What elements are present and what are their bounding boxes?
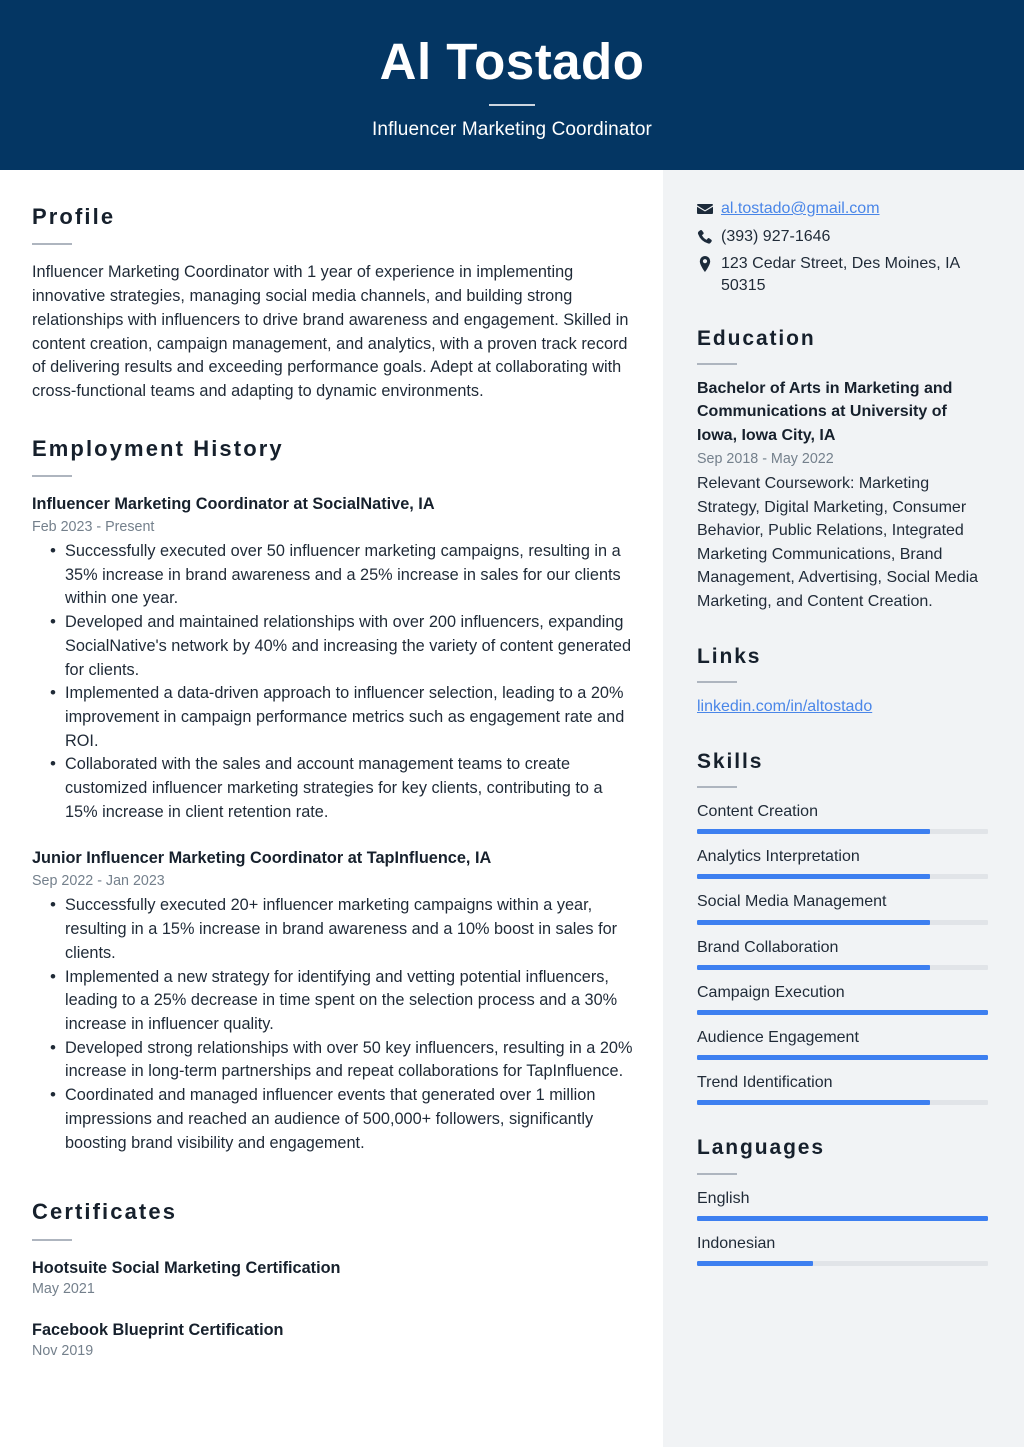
job-bullet: • Successfully executed 20+ influencer marketing campaigns within a year, resulting in a 15% increase in brand awareness and a 10% boost in sales for clients. [32, 894, 633, 965]
job-bullet: • Successfully executed over 50 influencer marketing campaigns, resulting in a 35% increase in brand awareness and a 25% increase in sales for our clients within one year. [32, 540, 633, 611]
skill-label: Brand Collaboration [697, 938, 839, 956]
language-item [697, 1232, 988, 1266]
page-title: Al Tostado [379, 32, 645, 90]
skill-item [697, 845, 988, 879]
education-description: Relevant Coursework: Marketing Strategy, Digital Marketing, Consumer Behavior, Public Relations, Integrated Marketing Communications, Brand Management, Advertising, Social Media Marketing, and Content Creation. [697, 475, 979, 611]
skill-item [697, 936, 988, 970]
skill-bar-track [697, 829, 988, 834]
section-rule [697, 786, 737, 788]
section-rule [697, 681, 737, 683]
job-bullet-list [32, 540, 633, 824]
skill-item [697, 1071, 988, 1105]
section-languages [697, 1135, 988, 1266]
section-title-skills: Skills [697, 749, 764, 773]
education-degree: Bachelor of Arts in Marketing and Communications at University of Iowa, Iowa City, IA [697, 380, 953, 444]
skill-label: Social Media Management [697, 893, 887, 911]
skill-bar-track [697, 920, 988, 925]
job-date: Feb 2023 - Present [32, 519, 155, 535]
language-bar-track [697, 1216, 988, 1221]
skill-bar-fill [697, 1010, 988, 1015]
contact-row-phone [697, 226, 988, 248]
section-title-links: Links [697, 644, 762, 668]
language-label: Indonesian [697, 1234, 776, 1252]
skill-item [697, 890, 988, 924]
skill-item [697, 1026, 988, 1060]
section-education [697, 326, 988, 614]
employment-entry [32, 493, 633, 824]
skill-bar-fill [697, 1100, 930, 1105]
job-bullet: • Implemented a new strategy for identifying and vetting potential influencers, leading to a 25% decrease in time spent on the selection process and a 30% increase in influencer quality. [32, 966, 633, 1037]
skill-label: Trend Identification [697, 1074, 833, 1092]
contact-row-email [697, 198, 988, 220]
certificate-date: Nov 2019 [32, 1342, 94, 1359]
section-title-profile: Profile [32, 204, 116, 229]
language-bar-fill [697, 1216, 988, 1221]
certificate-entry [32, 1319, 633, 1359]
resume-body [0, 170, 1024, 1447]
skill-label: Audience Engagement [697, 1028, 859, 1046]
section-title-education: Education [697, 327, 816, 350]
job-bullet: • Implemented a data-driven approach to influencer selection, leading to a 20% improvement in campaign performance metrics such as engagement rate and ROI. [32, 682, 633, 753]
section-title-certificates: Certificates [32, 1199, 178, 1225]
employment-entry [32, 847, 633, 1155]
certificate-name: Hootsuite Social Marketing Certification [32, 1258, 341, 1277]
skill-label: Campaign Execution [697, 983, 845, 1001]
skill-bar-fill [697, 829, 930, 834]
section-rule [32, 1239, 72, 1241]
profile-text: Influencer Marketing Coordinator with 1 year of experience in implementing innovative strategies, managing social media channels, and building strong relationships with influencers to drive brand awareness and engagement. Skilled in content creation, campaign management, and analytics, with a proven track record of delivering results and exceeding performance goals. Adept at collaborating with cross-functional teams and adapting to dynamic environments. [32, 263, 629, 400]
job-bullet: • Developed strong relationships with over 50 key influencers, resulting in a 20% increase in long-term partnerships and repeat collaborations for TapInfluence. [32, 1037, 633, 1084]
section-title-languages: Languages [697, 1136, 825, 1160]
section-links [697, 644, 988, 719]
language-item [697, 1187, 988, 1221]
link-linkedin[interactable]: linkedin.com/in/altostado [697, 697, 873, 715]
location-pin-icon [697, 253, 721, 272]
skill-item [697, 800, 988, 834]
job-bullet-list [32, 894, 633, 1155]
section-title-employment: Employment History [32, 435, 284, 461]
main-column [0, 170, 663, 1447]
job-bullet: • Developed and maintained relationships with over 200 influencers, expanding SocialNative's network by 40% and increasing the variety of content generated for clients. [32, 611, 633, 682]
certificate-entry [32, 1257, 633, 1297]
certificate-date: May 2021 [32, 1280, 95, 1297]
education-date: Sep 2018 - May 2022 [697, 451, 834, 468]
contact-row-address [697, 253, 988, 296]
language-bar-fill [697, 1261, 813, 1266]
skill-bar-track [697, 1010, 988, 1015]
phone-number: (393) 927-1646 [721, 227, 831, 245]
skill-label: Analytics Interpretation [697, 848, 860, 866]
sidebar-column [663, 170, 1024, 1447]
section-rule [697, 363, 737, 365]
section-rule [32, 243, 72, 245]
skill-bar-fill [697, 874, 930, 879]
section-certificates [32, 1199, 633, 1358]
contact-list [697, 198, 988, 296]
email-link[interactable]: al.tostado@gmail.com [721, 200, 880, 217]
skill-bar-fill [697, 1055, 988, 1060]
job-bullet: • Collaborated with the sales and account management teams to create customized influencer marketing strategies for key clients, contributing to a 15% increase in client retention rate. [32, 753, 633, 824]
skill-bar-fill [697, 920, 930, 925]
address-text: 123 Cedar Street, Des Moines, IA 50315 [721, 255, 960, 294]
language-bar-track [697, 1261, 988, 1266]
skill-bar-fill [697, 965, 930, 970]
language-label: English [697, 1189, 750, 1207]
header-subtitle: Influencer Marketing Coordinator [372, 119, 652, 141]
section-profile [32, 204, 633, 404]
section-rule [32, 475, 72, 477]
job-date: Sep 2022 - Jan 2023 [32, 873, 165, 890]
skill-bar-track [697, 965, 988, 970]
envelope-icon [697, 198, 721, 217]
skill-bar-track [697, 1055, 988, 1060]
skill-bar-track [697, 874, 988, 879]
certificate-name: Facebook Blueprint Certification [32, 1320, 284, 1339]
section-rule [697, 1173, 737, 1175]
skill-label: Content Creation [697, 803, 818, 821]
section-employment-history [32, 436, 633, 1156]
header-divider [489, 104, 535, 106]
skill-item [697, 981, 988, 1015]
job-title: Influencer Marketing Coordinator at SocialNative, IA [32, 495, 435, 513]
phone-icon [697, 226, 721, 245]
job-bullet: • Coordinated and managed influencer events that generated over 1 million impressions and reached an audience of 500,000+ followers, significantly boosting brand visibility and engagement. [32, 1084, 633, 1155]
resume-header [0, 0, 1024, 170]
skill-bar-track [697, 1100, 988, 1105]
job-title: Junior Influencer Marketing Coordinator at TapInfluence, IA [32, 849, 492, 868]
section-skills [697, 749, 988, 1106]
